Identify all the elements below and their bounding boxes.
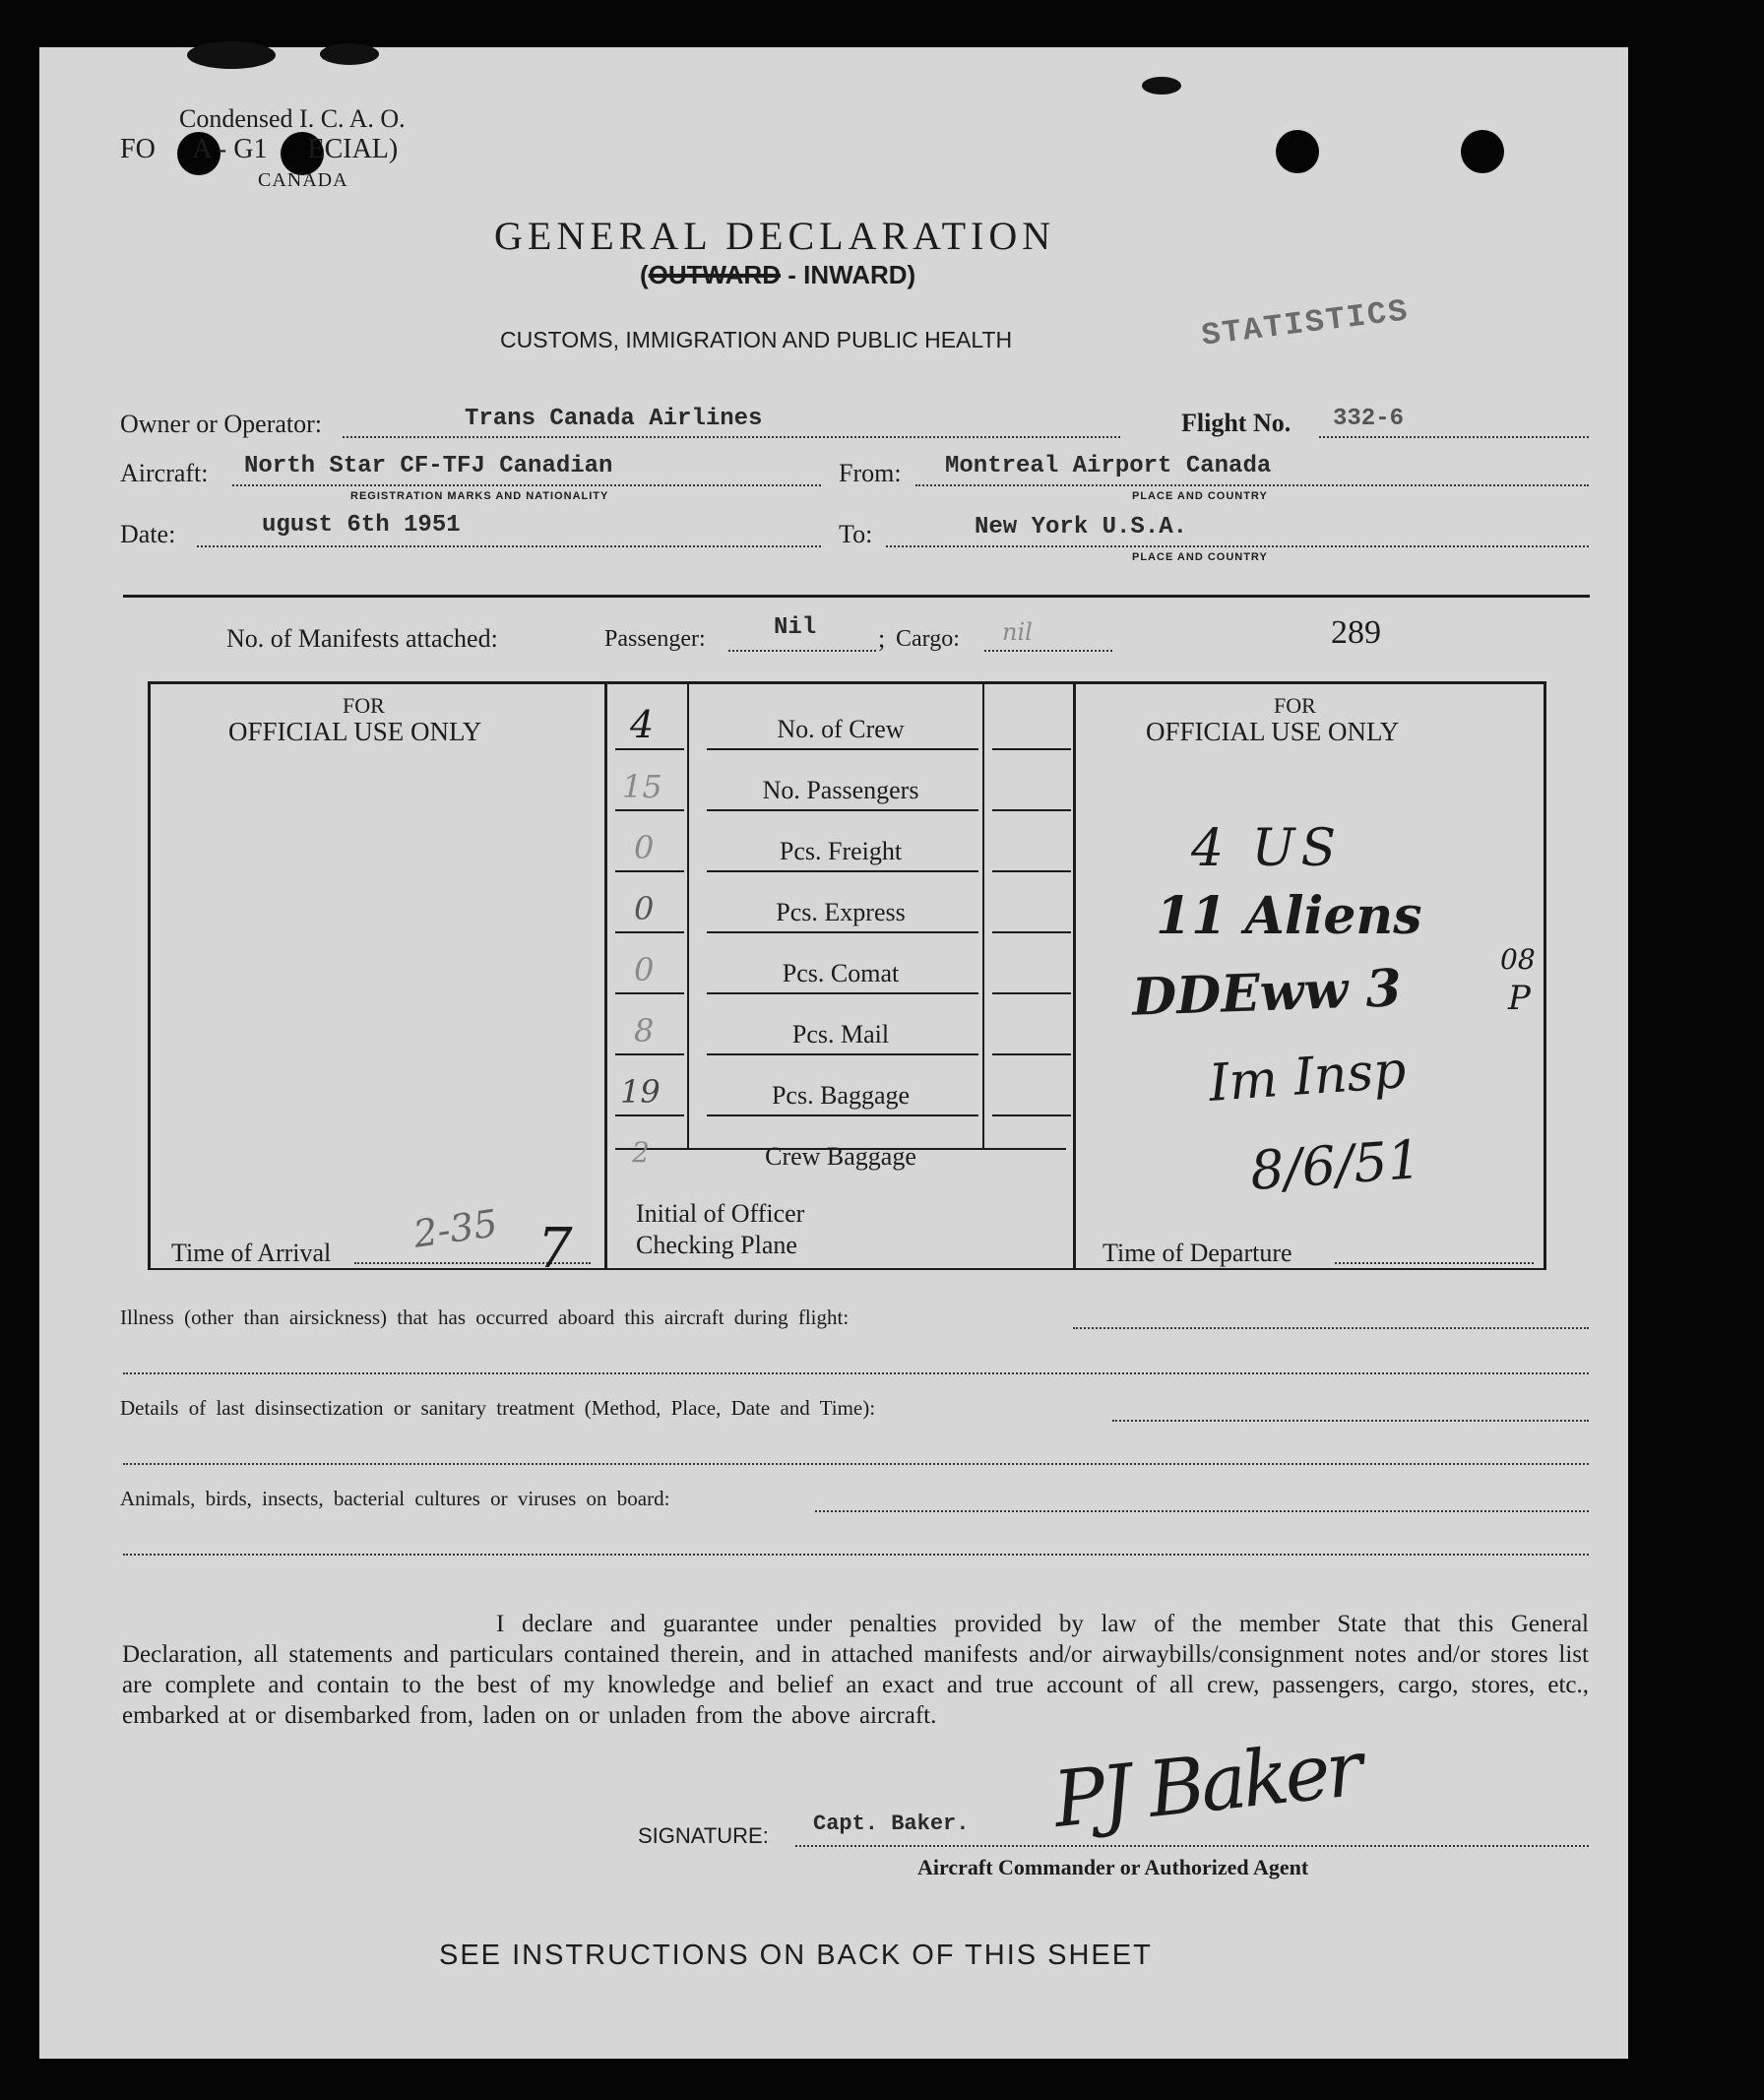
passenger-label: Passenger: [604,626,706,652]
aircraft-value: North Star CF-TFJ Canadian [244,453,613,479]
row-value-freight: 0 [634,829,655,866]
aircraft-label: Aircraft: [120,459,209,487]
to-value: New York U.S.A. [975,514,1188,541]
cargo-label: Cargo: [896,626,960,652]
row-value-crew-baggage: 2 [632,1136,650,1169]
illness-line-1 [1073,1327,1589,1329]
official-note-2: 11 Aliens [1156,886,1422,946]
direction-outward: OUTWARD [648,260,781,289]
time-arrival-value: 2-35 [410,1201,501,1256]
form-sheet [39,47,1628,2059]
manifests-label: No. of Manifests attached: [226,624,498,653]
time-departure-label: Time of Departure [1102,1239,1292,1267]
from-label: From: [839,459,902,487]
form-header-line3: CANADA [258,169,348,191]
row-value-mail: 8 [634,1012,655,1050]
right-for-label: FOR [1274,693,1316,718]
owner-line [343,436,1120,438]
row-value-comat: 0 [634,951,655,988]
signature-line [795,1845,1589,1847]
form-header-line2c: ECIAL) [307,134,399,164]
to-label: To: [839,520,873,548]
time-arrival-label: Time of Arrival [171,1239,332,1267]
row-label-baggage: Pcs. Baggage [771,1081,911,1110]
illness-label: Illness (other than airsickness) that has occurred aboard this aircraft during flight: [120,1305,850,1329]
torn-edge-mark [320,43,379,65]
torn-edge-mark [1142,77,1181,95]
row-label-crew-baggage: Crew Baggage [765,1142,916,1171]
row-label-express: Pcs. Express [776,898,906,926]
page-title: GENERAL DECLARATION [494,214,1056,258]
date-line [197,545,821,547]
right-official-label: OFFICIAL USE ONLY [1146,717,1400,746]
punch-hole-right-a [1276,130,1319,173]
flight-value: 332-6 [1333,406,1405,432]
signature-label: SIGNATURE: [638,1823,769,1848]
initial-officer-label-1: Initial of Officer [636,1199,805,1228]
animals-label: Animals, birds, insects, bacterial cultures or viruses on board: [120,1487,670,1510]
date-label: Date: [120,520,176,548]
official-note-sup: 08 [1500,943,1536,976]
row-label-mail: Pcs. Mail [791,1020,890,1049]
time-arrival-checkmark: 7 [537,1217,573,1281]
row-value-baggage: 19 [620,1073,661,1111]
owner-value: Trans Canada Airlines [465,406,763,432]
footer-instructions: SEE INSTRUCTIONS ON BACK OF THIS SHEET [439,1940,1153,1971]
owner-label: Owner or Operator: [120,410,323,438]
manifest-number: 289 [1331,614,1381,651]
from-value: Montreal Airport Canada [945,453,1272,479]
initial-officer-label-2: Checking Plane [636,1231,797,1259]
direction-inward: - INWARD) [781,260,916,289]
left-for-label: FOR [343,693,385,718]
official-note-3: DDEww 3 [1131,958,1403,1028]
from-line [915,484,1589,486]
cargo-value: nil [1002,618,1033,646]
row-label-crew: No. of Crew [777,715,905,743]
animals-line-1 [815,1510,1589,1512]
signature-typed: Capt. Baker. [813,1812,970,1836]
row-value-passengers: 15 [622,768,662,805]
punch-hole-right-b [1461,130,1504,173]
cargo-line [984,650,1112,652]
illness-line-2 [123,1372,1589,1374]
row-value-crew: 4 [630,703,655,746]
official-note-4: Im Insp [1207,1041,1409,1114]
subtitle: CUSTOMS, IMMIGRATION AND PUBLIC HEALTH [500,327,1013,352]
form-header-line1: Condensed I. C. A. O. [179,104,406,133]
direction-line [640,260,915,290]
disinsect-line-1 [1112,1420,1589,1422]
row-label-freight: Pcs. Freight [779,837,903,865]
official-note-5: 8/6/51 [1248,1128,1423,1202]
disinsect-label: Details of last disinsectization or sanitary treatment (Method, Place, Date and Time): [120,1396,876,1420]
date-value: ugust 6th 1951 [262,512,461,539]
animals-line-2 [123,1554,1589,1556]
official-note-1: 4 US [1191,819,1343,878]
to-caption: PLACE AND COUNTRY [1132,551,1268,563]
flight-line [1319,436,1589,438]
from-caption: PLACE AND COUNTRY [1132,490,1268,502]
torn-edge-mark [187,41,276,69]
passenger-line [728,650,876,652]
form-header-line2a: FO [120,134,156,164]
signature-caption: Aircraft Commander or Authorized Agent [917,1855,1309,1879]
declaration-text: I declare and guarantee under penalties provided by law of the member State that this General Declaration, all statements and particulars contained therein, and in attached manifests and/or airwaybills/consignment notes and/or stores list are complete and contain to the best of my knowledge and belief an exact and true account of all crew, passengers, cargo, stores, etc., embarked at or disembarked from, laden on or unladen from the above aircraft. [122,1611,1589,1729]
form-header-line2b: A - G1 [186,134,275,164]
statistics-stamp: STATISTICS [1199,292,1412,354]
aircraft-line [232,484,821,486]
disinsect-line-2 [123,1463,1589,1465]
time-departure-line [1335,1262,1534,1264]
form-header-line2 [120,134,398,165]
left-official-label: OFFICIAL USE ONLY [228,717,482,746]
row-label-comat: Pcs. Comat [782,959,900,987]
manifests-sep: ; [878,624,886,653]
divider [123,595,1590,598]
flight-label: Flight No. [1181,409,1292,437]
row-label-passengers: No. Passengers [762,776,919,804]
signature-handwritten: PJ Baker [1049,1724,1363,1846]
to-line [886,545,1589,547]
aircraft-caption: REGISTRATION MARKS AND NATIONALITY [350,490,609,502]
passenger-value: Nil [774,614,817,641]
official-note-p: P [1508,979,1531,1018]
row-value-express: 0 [634,890,655,927]
direction-open: ( [640,260,649,289]
